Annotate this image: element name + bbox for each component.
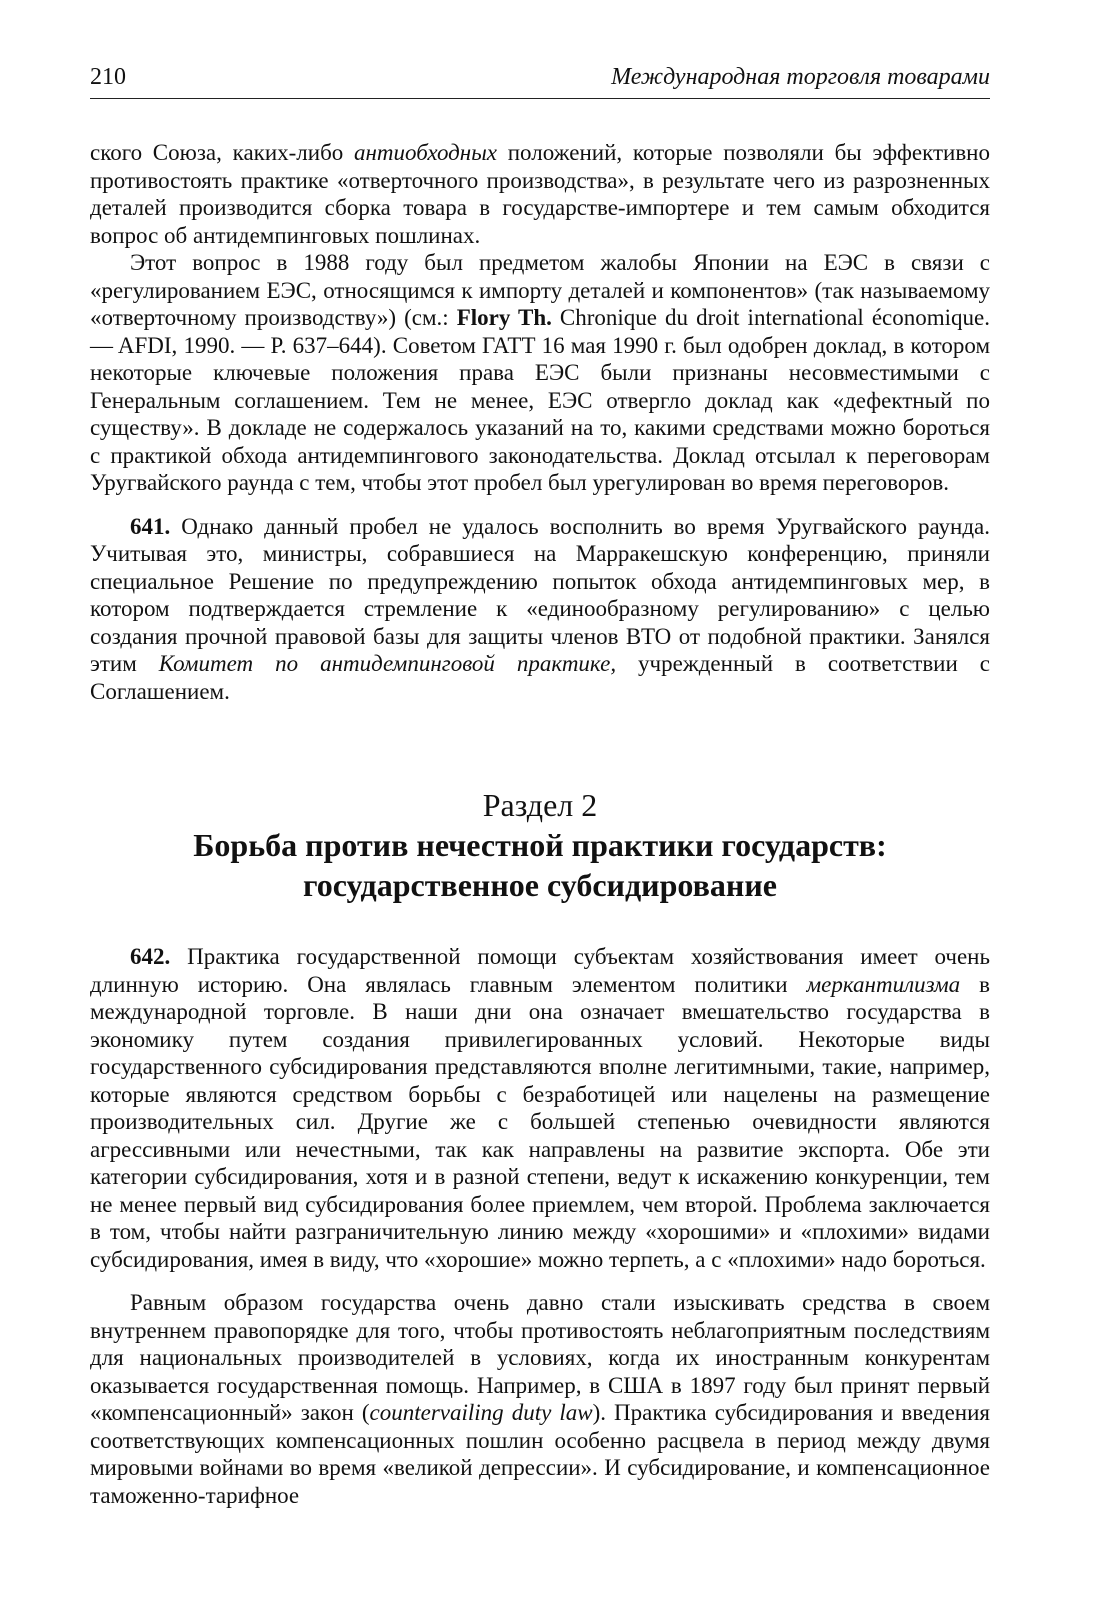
paragraph-continuation: ского Союза, каких-либо антиобходных положений, которые позволяли бы эффективно противостоять практике «отверточного производства», в результате чего из разрозненных деталей производится сборка товара в государстве-импортере и тем самым обходится вопрос об антидемпинговых пошлинах.: [90, 140, 990, 248]
section-title-line-1: Борьба против нечестной практики государств:: [193, 827, 887, 863]
paragraph-countervailing: Равным образом государства очень давно стали изыскивать средства в своем внутреннем правопорядке для того, чтобы противостоять неблагоприятным последствиям для национальных производителей в условиях, когда их иностранным конкурентам оказывается государственная помощь. Например, в США в 1897 году был принят первый «компенсационный» закон (countervailing duty law). Практика субсидирования и введения соответствующих компенсационных пошлин особенно расцвела в период между двумя мировыми войнами во время «великой депрессии». И субсидирование, и компенсационное таможенно-тарифное: [90, 1290, 990, 1508]
page-number: 210: [90, 64, 126, 90]
page-header: [90, 60, 990, 99]
paragraph-642: 642. Практика государственной помощи субъектам хозяйствования имеет очень длинную историю. Она являлась главным элементом политики меркантилизма в международной торговле. В наши дни она означает вмешательство государства в экономику путем создания привилегированных условий. Некоторые виды государственного субсидирования представляются вполне легитимными, такие, например, которые являются средством борьбы с безработицей или нацелены на размещение производительных сил. Другие же с большей степенью очевидности являются агрессивными или нечестными, так как направлены на развитие экспорта. Обе эти категории субсидирования, хотя и в разной степени, ведут к искажению конкуренции, тем не менее первый вид субсидирования более приемлем, чем второй. Проблема заключается в том, чтобы найти разграничительную линию между «хорошими» и «плохими» видами субсидирования, имея в виду, что «хорошие» можно терпеть, а с «плохими» надо бороться.: [90, 944, 990, 1272]
section-label: Раздел 2: [482, 787, 598, 823]
page-body: [90, 139, 990, 1509]
italic-term: Комитет по антидемпинговой практике,: [158, 651, 617, 676]
italic-term: антиобходных: [354, 140, 498, 165]
document-page: [90, 60, 990, 1509]
section-heading: [90, 785, 990, 905]
running-title: Международная торговля товарами: [611, 64, 990, 90]
paragraph-number: 641.: [130, 513, 171, 539]
italic-term: меркантилизма: [806, 971, 961, 997]
italic-term: countervailing duty law: [369, 1400, 593, 1425]
paragraph-gatt-complaint: Этот вопрос в 1988 году был предметом жалобы Японии на ЕЭС в связи с «регулированием ЕЭС, относящимся к импорту деталей и компонентов» (так называемому «отверточному производству») (см.: Flory Th. Chronique du droit international économique. — AFDI, 1990. — P. 637–644). Советом ГАТТ 16 мая 1990 г. был одобрен доклад, в котором некоторые ключевые положения права ЕЭС были признаны несовместимыми с Генеральным соглашением. Тем не менее, ЕЭС отвергло доклад как «дефектный по существу». В докладе не содержалось указаний на то, какими средствами можно бороться с практикой обхода антидемпингового законодательства. Доклад отсылал к переговорам Уругвайского раунда с тем, чтобы этот пробел был урегулирован во время переговоров.: [90, 250, 990, 495]
paragraph-number: 642.: [130, 944, 171, 969]
paragraph-641: 641. Однако данный пробел не удалось восполнить во время Уругвайского раунда. Учитывая это, министры, собравшиеся на Марракешскую конференцию, приняли специальное Решение по предупреждению попыток обхода антидемпинговых мер, в котором подтверждается стремление к «единообразному регулированию» с целью создания прочной правовой базы для защиты членов ВТО от подобной практики. Занялся этим Комитет по антидемпинговой практике, учрежденный в соответствии с Соглашением.: [90, 513, 990, 704]
citation-author: Flory Th.: [456, 305, 552, 330]
section-title-line-2: государственное субсидирование: [303, 867, 777, 903]
